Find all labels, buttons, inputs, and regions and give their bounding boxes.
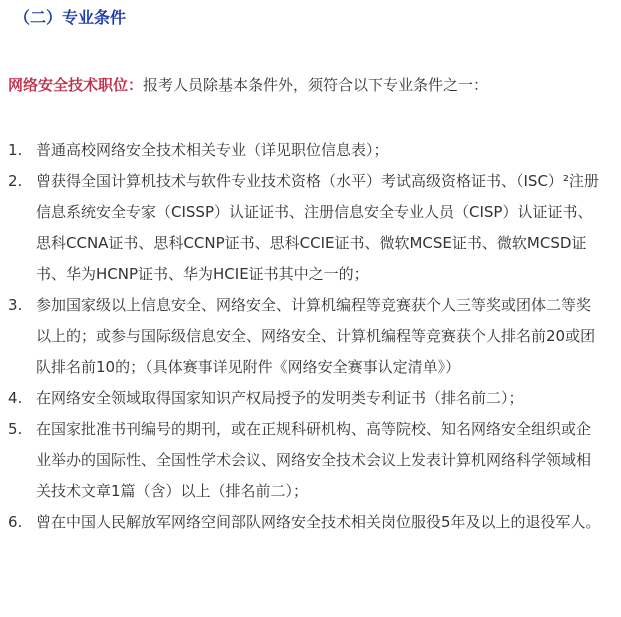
list-item	[0, 166, 621, 290]
requirements-list	[0, 135, 621, 538]
list-item	[0, 135, 621, 166]
item-text: 在网络安全领域取得国家知识产权局授予的发明类专利证书（排名前二）；	[36, 389, 524, 407]
item-number: 2.	[8, 172, 23, 190]
item-number: 5.	[8, 420, 23, 438]
position-label: 网络安全技术职位：	[8, 76, 144, 94]
item-text: 参加国家级以上信息安全、网络安全、计算机编程等竞赛获个人三等奖或团体二等奖以上的；或参与国际级信息安全、网络安全、计算机编程等竞赛获个人排名前20或团队排名前10的；（具体赛事详见附件《网络安全赛事认定清单》）	[36, 296, 596, 376]
item-text: 曾获得全国计算机技术与软件专业技术资格（水平）考试高级资格证书、（ISC）²注册信息系统安全专家（CISSP）认证证书、注册信息安全专业人员（CISP）认证证书、思科CCNA证书、思科CCNP证书、思科CCIE证书、微软MCSE证书、微软MCSD证书、华为HCNP证书、华为HCIE证书其中之一的；	[36, 172, 599, 283]
item-text: 普通高校网络安全技术相关专业（详见职位信息表）；	[36, 141, 389, 159]
intro-paragraph	[8, 74, 488, 96]
item-number: 1.	[8, 141, 23, 159]
item-text: 在国家批准书刊编号的期刊，或在正规科研机构、高等院校、知名网络安全组织或企业举办的国际性、全国性学术会议、网络安全技术会议上发表计算机网络科学领域相关技术文章1篇（含）以上（排名前二）；	[36, 420, 592, 500]
section-title: （二）专业条件	[14, 8, 127, 27]
item-number: 6.	[8, 513, 23, 531]
list-item	[0, 414, 621, 507]
item-number: 4.	[8, 389, 23, 407]
intro-text: 报考人员除基本条件外，须符合以下专业条件之一：	[143, 76, 489, 94]
item-text: 曾在中国人民解放军网络空间部队网络安全技术相关岗位服役5年及以上的退役军人。	[36, 513, 601, 531]
list-item	[0, 507, 621, 538]
list-item	[0, 383, 621, 414]
item-number: 3.	[8, 296, 23, 314]
list-item	[0, 290, 621, 383]
